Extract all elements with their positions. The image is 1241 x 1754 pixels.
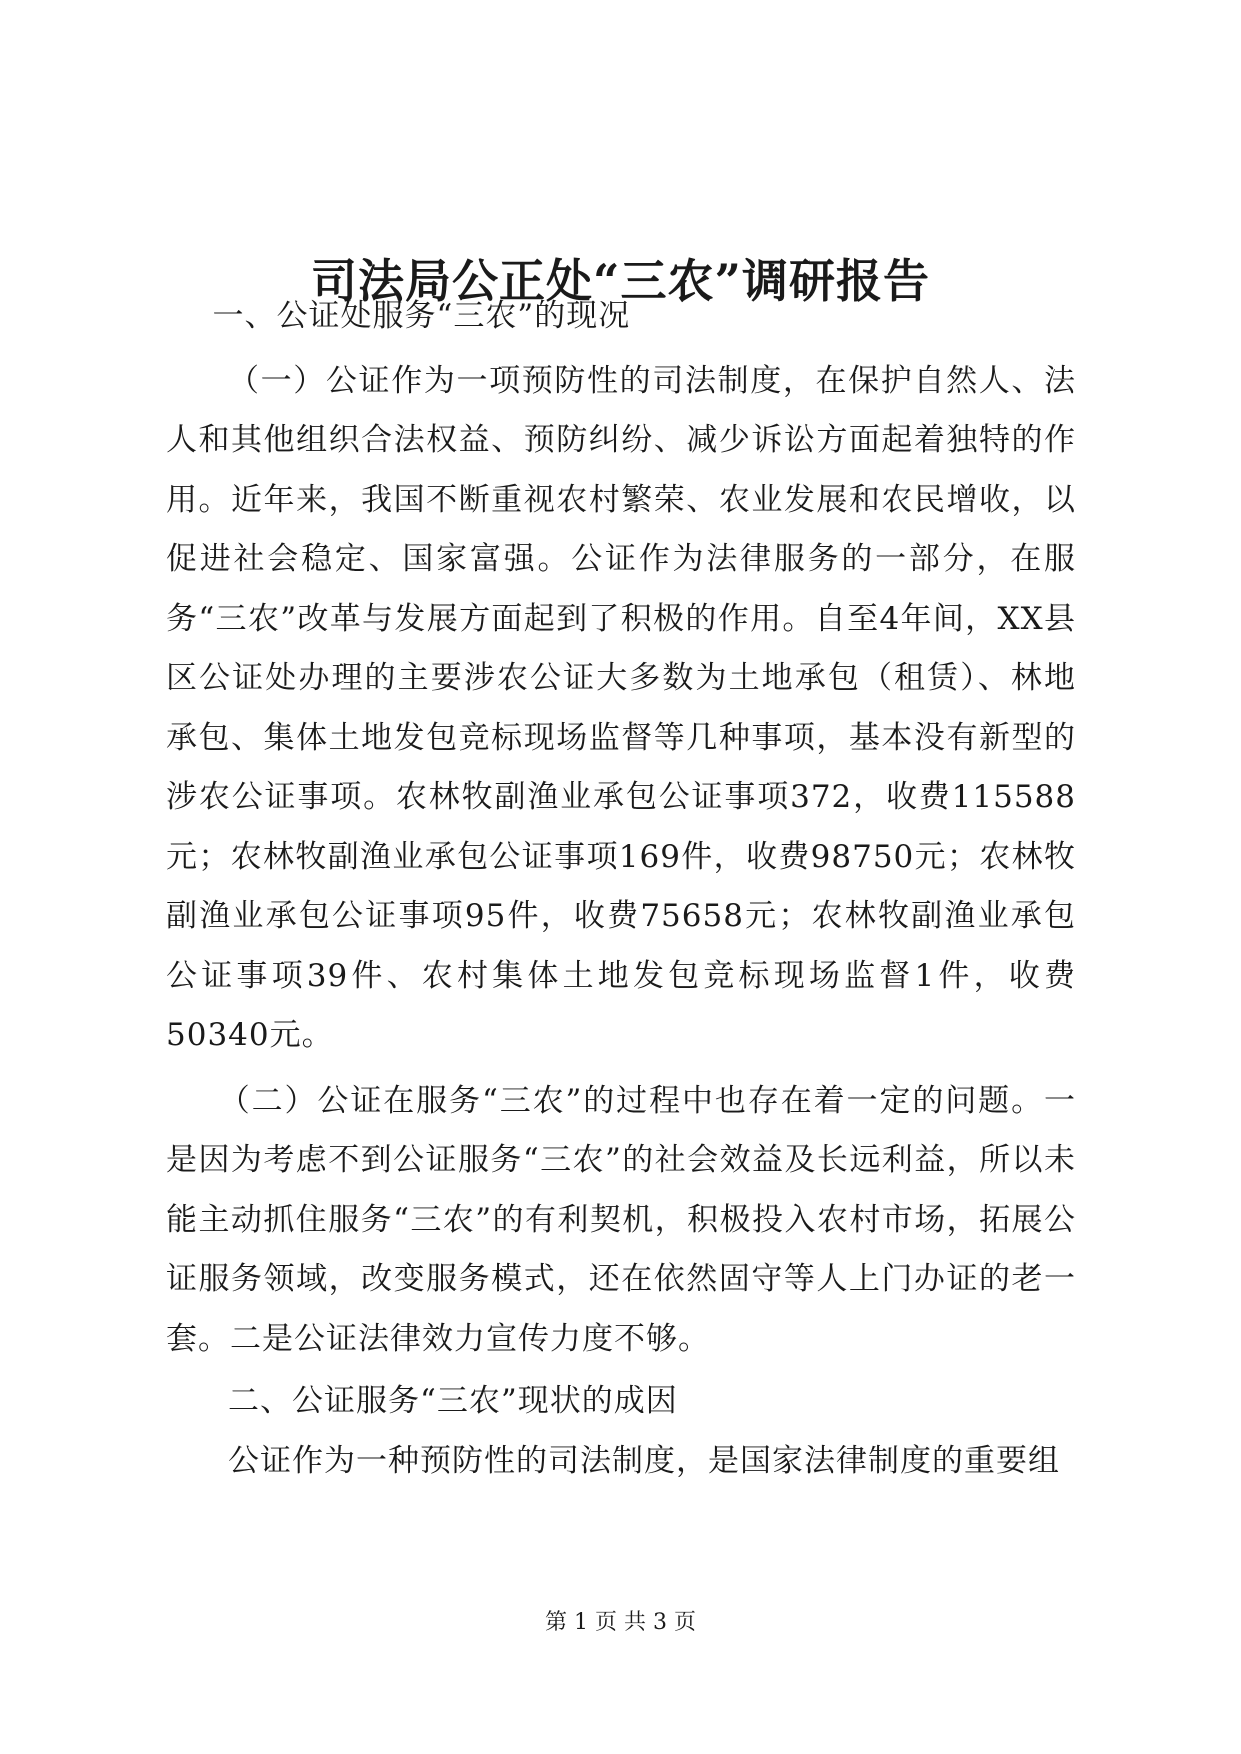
document-body — [166, 287, 1076, 1491]
paragraph-1: （一）公证作为一项预防性的司法制度，在保护自然人、法人和其他组织合法权益、预防纠纷、减少诉讼方面起着独特的作用。近年来，我国不断重视农村繁荣、农业发展和农民增收，以促进社会稳定、国家富强。公证作为法律服务的一部分，在服务“三农”改革与发展方面起到了积极的作用。自至4年间，XX县区公证处办理的主要涉农公证大多数为土地承包（租赁）、林地承包、集体土地发包竞标现场监督等几种事项，基本没有新型的涉农公证事项。农林牧副渔业承包公证事项372，收费115588元；农林牧副渔业承包公证事项169件，收费98750元；农林牧副渔业承包公证事项95件，收费75658元；农林牧副渔业承包公证事项39件、农村集体土地发包竞标现场监督1件，收费50340元。 — [166, 362, 1076, 1053]
paragraph-2: （二）公证在服务“三农”的过程中也存在着一定的问题。一是因为考虑不到公证服务“三农”的社会效益及长远利益，所以未能主动抓住服务“三农”的有利契机，积极投入农村市场，拓展公证服务领域，改变服务模式，还在依然固守等人上门办证的老一套。二是公证法律效力宣传力度不够。 — [166, 1082, 1076, 1357]
section-1-heading: 一、公证处服务“三农”的现况 — [212, 298, 631, 334]
document-title: 司法局公正处“三农”调研报告 — [311, 253, 930, 308]
section-2-heading: 二、公证服务“三农”现状的成因 — [228, 1383, 678, 1419]
paragraph-3: 公证作为一种预防性的司法制度，是国家法律制度的重要组 — [228, 1442, 1060, 1479]
page-number-footer: 第 1 页 共 3 页 — [545, 1610, 696, 1635]
